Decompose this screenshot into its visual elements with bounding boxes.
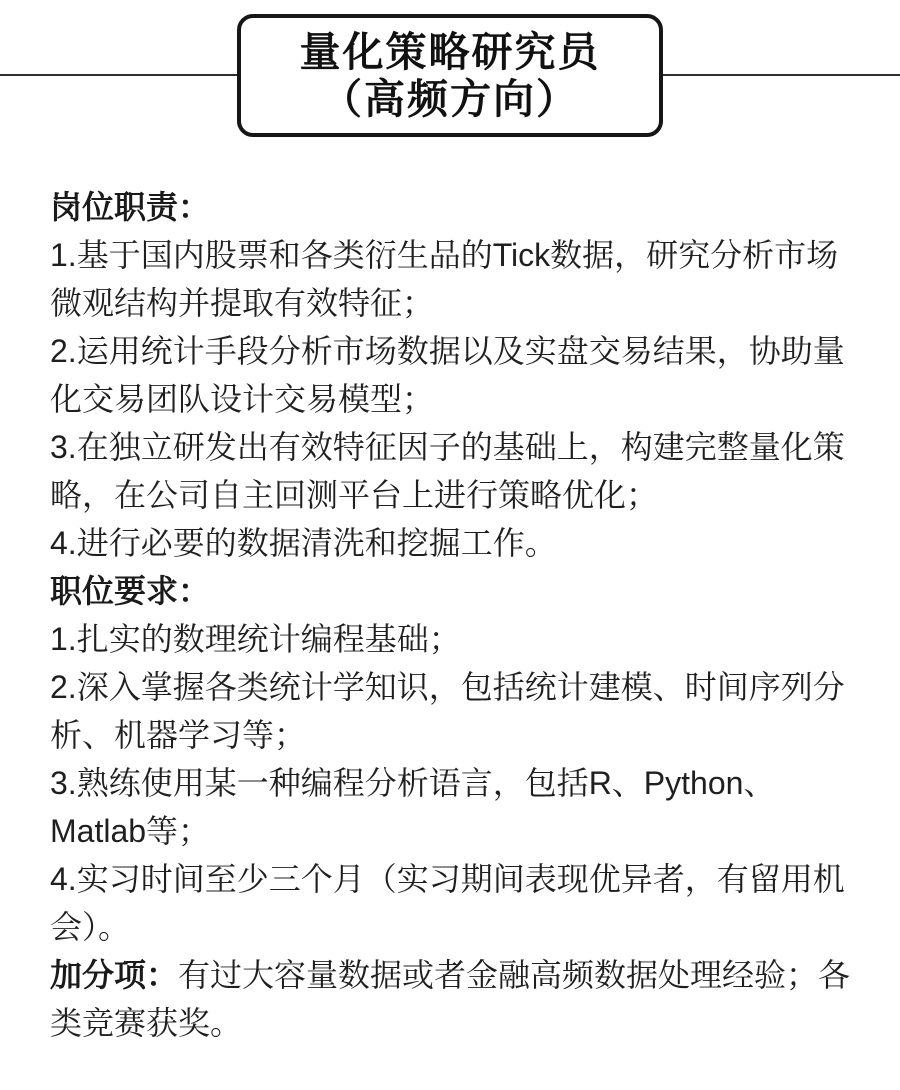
bonus-label: 加分项：	[50, 957, 179, 993]
section-heading-responsibilities: 岗位职责：	[50, 189, 211, 225]
bonus-text: 有过大容量数据或者金融高频数据处理经验；各类竞赛获奖。	[50, 957, 851, 1041]
job-requirement-item: 1.扎实的数理统计编程基础；	[50, 621, 461, 657]
job-title-line2: （高频方向）	[321, 75, 579, 122]
job-duty-item: 3.在独立研发出有效特征因子的基础上，构建完整量化策略，在公司自主回测平台上进行策略优化；	[50, 429, 845, 513]
job-duty-item: 4.进行必要的数据清洗和挖掘工作。	[50, 525, 557, 561]
job-title-box	[237, 14, 663, 137]
job-duty-item: 2.运用统计手段分析市场数据以及实盘交易结果，协助量化交易团队设计交易模型；	[50, 333, 845, 417]
job-title-line1: 量化策略研究员	[299, 28, 601, 75]
job-requirement-item: 3.熟练使用某一种编程分析语言，包括R、Python、Matlab等；	[50, 765, 776, 849]
job-duty-item: 1.基于国内股票和各类衍生品的Tick数据，研究分析市场微观结构并提取有效特征；	[50, 237, 839, 321]
bonus-section	[50, 951, 856, 1047]
job-requirement-item: 2.深入掌握各类统计学知识，包括统计建模、时间序列分析、机器学习等；	[50, 669, 845, 753]
job-requirement-item: 4.实习时间至少三个月（实习期间表现优异者，有留用机会）。	[50, 861, 845, 945]
job-description	[50, 183, 856, 1047]
section-heading-requirements: 职位要求：	[50, 573, 211, 609]
